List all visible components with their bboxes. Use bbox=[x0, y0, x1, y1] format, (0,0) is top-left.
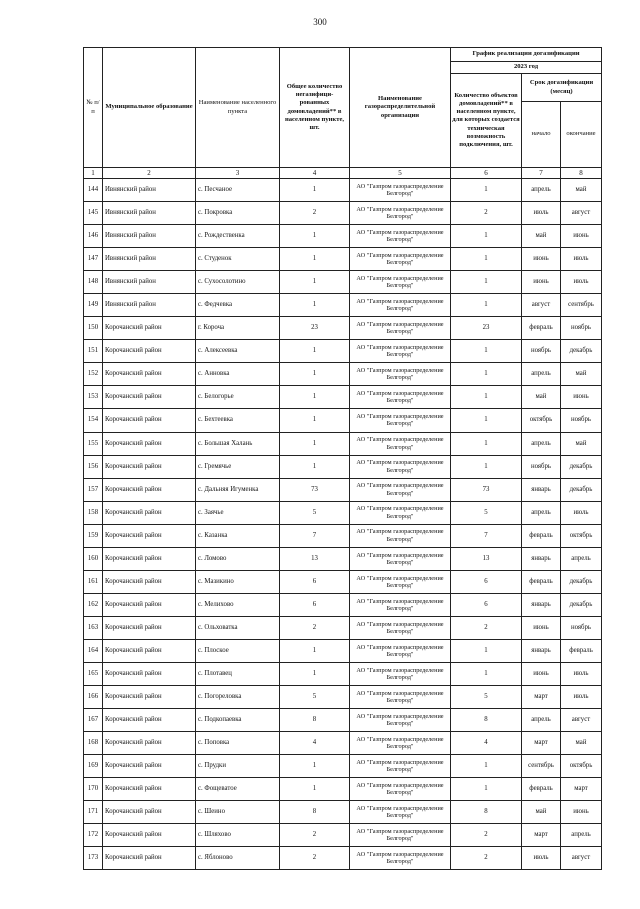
header-gas-organization: Наименование газораспределительной организации bbox=[350, 48, 451, 168]
col-number: 3 bbox=[196, 168, 280, 179]
start-month-cell: май bbox=[522, 801, 561, 824]
row-number: 155 bbox=[84, 432, 103, 455]
end-month-cell: декабрь bbox=[561, 455, 602, 478]
gas-organization-cell: АО "Газпром газораспределение Белгород" bbox=[350, 847, 451, 870]
total-households-cell: 5 bbox=[280, 501, 350, 524]
settlement-cell: с. Плотавец bbox=[196, 662, 280, 685]
settlement-cell: с. Фощеватое bbox=[196, 778, 280, 801]
table-row bbox=[84, 616, 602, 639]
start-month-cell: ноябрь bbox=[522, 340, 561, 363]
start-month-cell: август bbox=[522, 294, 561, 317]
col-number: 8 bbox=[561, 168, 602, 179]
settlement-cell: с. Ломово bbox=[196, 547, 280, 570]
table-row bbox=[84, 179, 602, 202]
header-term: Срок догазификации (месяц) bbox=[522, 74, 602, 102]
start-month-cell: апрель bbox=[522, 709, 561, 732]
row-number: 161 bbox=[84, 570, 103, 593]
total-households-cell: 1 bbox=[280, 662, 350, 685]
row-number: 164 bbox=[84, 639, 103, 662]
start-month-cell: июнь bbox=[522, 662, 561, 685]
start-month-cell: июль bbox=[522, 202, 561, 225]
end-month-cell: октябрь bbox=[561, 524, 602, 547]
start-month-cell: февраль bbox=[522, 778, 561, 801]
end-month-cell: июль bbox=[561, 271, 602, 294]
row-number: 170 bbox=[84, 778, 103, 801]
row-number: 149 bbox=[84, 294, 103, 317]
settlement-cell: с. Ольховатка bbox=[196, 616, 280, 639]
gas-organization-cell: АО "Газпром газораспределение Белгород" bbox=[350, 294, 451, 317]
gas-organization-cell: АО "Газпром газораспределение Белгород" bbox=[350, 801, 451, 824]
objects-count-cell: 6 bbox=[451, 593, 522, 616]
settlement-cell: с. Казанка bbox=[196, 524, 280, 547]
row-number: 163 bbox=[84, 616, 103, 639]
total-households-cell: 1 bbox=[280, 225, 350, 248]
gas-organization-cell: АО "Газпром газораспределение Белгород" bbox=[350, 732, 451, 755]
municipality-cell: Корочанский район bbox=[103, 639, 196, 662]
row-number: 145 bbox=[84, 202, 103, 225]
table-row bbox=[84, 478, 602, 501]
gas-organization-cell: АО "Газпром газораспределение Белгород" bbox=[350, 202, 451, 225]
end-month-cell: ноябрь bbox=[561, 409, 602, 432]
gas-organization-cell: АО "Газпром газораспределение Белгород" bbox=[350, 686, 451, 709]
municipality-cell: Корочанский район bbox=[103, 340, 196, 363]
total-households-cell: 7 bbox=[280, 524, 350, 547]
header-row-number: № п/п bbox=[84, 48, 103, 168]
objects-count-cell: 2 bbox=[451, 202, 522, 225]
row-number: 160 bbox=[84, 547, 103, 570]
municipality-cell: Корочанский район bbox=[103, 732, 196, 755]
municipality-cell: Корочанский район bbox=[103, 824, 196, 847]
table-row bbox=[84, 271, 602, 294]
total-households-cell: 6 bbox=[280, 570, 350, 593]
table-row bbox=[84, 709, 602, 732]
start-month-cell: июнь bbox=[522, 248, 561, 271]
settlement-cell: с. Алексеевка bbox=[196, 340, 280, 363]
municipality-cell: Корочанский район bbox=[103, 317, 196, 340]
objects-count-cell: 6 bbox=[451, 570, 522, 593]
table-row bbox=[84, 409, 602, 432]
end-month-cell: июнь bbox=[561, 386, 602, 409]
col-number: 4 bbox=[280, 168, 350, 179]
end-month-cell: декабрь bbox=[561, 478, 602, 501]
table-row bbox=[84, 501, 602, 524]
objects-count-cell: 1 bbox=[451, 755, 522, 778]
settlement-cell: с. Сухосолотино bbox=[196, 271, 280, 294]
row-number: 168 bbox=[84, 732, 103, 755]
total-households-cell: 1 bbox=[280, 386, 350, 409]
row-number: 151 bbox=[84, 340, 103, 363]
objects-count-cell: 2 bbox=[451, 616, 522, 639]
row-number: 165 bbox=[84, 662, 103, 685]
municipality-cell: Корочанский район bbox=[103, 801, 196, 824]
table-row bbox=[84, 363, 602, 386]
municipality-cell: Корочанский район bbox=[103, 593, 196, 616]
col-number: 5 bbox=[350, 168, 451, 179]
header-start: начало bbox=[522, 102, 561, 168]
row-number: 154 bbox=[84, 409, 103, 432]
page-number: 300 bbox=[313, 17, 327, 27]
municipality-cell: Корочанский район bbox=[103, 755, 196, 778]
settlement-cell: с. Большая Халань bbox=[196, 432, 280, 455]
objects-count-cell: 1 bbox=[451, 294, 522, 317]
gas-organization-cell: АО "Газпром газораспределение Белгород" bbox=[350, 593, 451, 616]
row-number: 157 bbox=[84, 478, 103, 501]
row-number: 148 bbox=[84, 271, 103, 294]
total-households-cell: 13 bbox=[280, 547, 350, 570]
settlement-cell: с. Песчаное bbox=[196, 179, 280, 202]
objects-count-cell: 5 bbox=[451, 501, 522, 524]
settlement-cell: с. Гремячье bbox=[196, 455, 280, 478]
start-month-cell: апрель bbox=[522, 363, 561, 386]
end-month-cell: июль bbox=[561, 248, 602, 271]
settlement-cell: с. Дальняя Игуменка bbox=[196, 478, 280, 501]
row-number: 171 bbox=[84, 801, 103, 824]
objects-count-cell: 1 bbox=[451, 340, 522, 363]
start-month-cell: июнь bbox=[522, 271, 561, 294]
end-month-cell: октябрь bbox=[561, 755, 602, 778]
end-month-cell: ноябрь bbox=[561, 317, 602, 340]
end-month-cell: февраль bbox=[561, 639, 602, 662]
end-month-cell: апрель bbox=[561, 547, 602, 570]
settlement-cell: с. Прудки bbox=[196, 755, 280, 778]
start-month-cell: май bbox=[522, 386, 561, 409]
gas-organization-cell: АО "Газпром газораспределение Белгород" bbox=[350, 179, 451, 202]
municipality-cell: Ивнянский район bbox=[103, 271, 196, 294]
gas-organization-cell: АО "Газпром газораспределение Белгород" bbox=[350, 317, 451, 340]
municipality-cell: Корочанский район bbox=[103, 386, 196, 409]
end-month-cell: август bbox=[561, 202, 602, 225]
total-households-cell: 1 bbox=[280, 248, 350, 271]
end-month-cell: июнь bbox=[561, 225, 602, 248]
row-number: 144 bbox=[84, 179, 103, 202]
table-row bbox=[84, 801, 602, 824]
start-month-cell: октябрь bbox=[522, 409, 561, 432]
start-month-cell: февраль bbox=[522, 524, 561, 547]
municipality-cell: Корочанский район bbox=[103, 709, 196, 732]
start-month-cell: январь bbox=[522, 593, 561, 616]
end-month-cell: апрель bbox=[561, 824, 602, 847]
end-month-cell: август bbox=[561, 709, 602, 732]
objects-count-cell: 2 bbox=[451, 847, 522, 870]
objects-count-cell: 2 bbox=[451, 824, 522, 847]
end-month-cell: август bbox=[561, 847, 602, 870]
row-number: 169 bbox=[84, 755, 103, 778]
objects-count-cell: 8 bbox=[451, 709, 522, 732]
total-households-cell: 23 bbox=[280, 317, 350, 340]
municipality-cell: Корочанский район bbox=[103, 432, 196, 455]
end-month-cell: май bbox=[561, 363, 602, 386]
table-row bbox=[84, 847, 602, 870]
total-households-cell: 1 bbox=[280, 409, 350, 432]
row-number: 173 bbox=[84, 847, 103, 870]
total-households-cell: 1 bbox=[280, 455, 350, 478]
municipality-cell: Ивнянский район bbox=[103, 248, 196, 271]
gas-organization-cell: АО "Газпром газораспределение Белгород" bbox=[350, 363, 451, 386]
start-month-cell: июль bbox=[522, 847, 561, 870]
municipality-cell: Корочанский район bbox=[103, 662, 196, 685]
row-number: 162 bbox=[84, 593, 103, 616]
settlement-cell: с. Шляхово bbox=[196, 824, 280, 847]
table-row bbox=[84, 639, 602, 662]
gas-organization-cell: АО "Газпром газораспределение Белгород" bbox=[350, 778, 451, 801]
settlement-cell: с. Яблоново bbox=[196, 847, 280, 870]
total-households-cell: 1 bbox=[280, 432, 350, 455]
start-month-cell: февраль bbox=[522, 570, 561, 593]
objects-count-cell: 1 bbox=[451, 639, 522, 662]
total-households-cell: 2 bbox=[280, 824, 350, 847]
gas-organization-cell: АО "Газпром газораспределение Белгород" bbox=[350, 639, 451, 662]
start-month-cell: апрель bbox=[522, 501, 561, 524]
settlement-cell: г. Короча bbox=[196, 317, 280, 340]
municipality-cell: Ивнянский район bbox=[103, 294, 196, 317]
total-households-cell: 5 bbox=[280, 686, 350, 709]
objects-count-cell: 7 bbox=[451, 524, 522, 547]
objects-count-cell: 73 bbox=[451, 478, 522, 501]
total-households-cell: 2 bbox=[280, 616, 350, 639]
table-row bbox=[84, 547, 602, 570]
settlement-cell: с. Белогорье bbox=[196, 386, 280, 409]
row-number: 147 bbox=[84, 248, 103, 271]
objects-count-cell: 8 bbox=[451, 801, 522, 824]
table-row bbox=[84, 294, 602, 317]
col-number: 1 bbox=[84, 168, 103, 179]
start-month-cell: июнь bbox=[522, 616, 561, 639]
row-number: 153 bbox=[84, 386, 103, 409]
row-number: 152 bbox=[84, 363, 103, 386]
objects-count-cell: 1 bbox=[451, 225, 522, 248]
header-end: окончание bbox=[561, 102, 602, 168]
start-month-cell: март bbox=[522, 824, 561, 847]
objects-count-cell: 1 bbox=[451, 409, 522, 432]
table-row bbox=[84, 524, 602, 547]
municipality-cell: Корочанский район bbox=[103, 524, 196, 547]
table-row bbox=[84, 593, 602, 616]
gas-organization-cell: АО "Газпром газораспределение Белгород" bbox=[350, 616, 451, 639]
gas-organization-cell: АО "Газпром газораспределение Белгород" bbox=[350, 755, 451, 778]
table-row bbox=[84, 824, 602, 847]
table-row bbox=[84, 202, 602, 225]
gas-organization-cell: АО "Газпром газораспределение Белгород" bbox=[350, 501, 451, 524]
table-row bbox=[84, 755, 602, 778]
end-month-cell: июль bbox=[561, 501, 602, 524]
municipality-cell: Ивнянский район bbox=[103, 179, 196, 202]
gas-organization-cell: АО "Газпром газораспределение Белгород" bbox=[350, 478, 451, 501]
start-month-cell: апрель bbox=[522, 179, 561, 202]
settlement-cell: с. Мазикино bbox=[196, 570, 280, 593]
settlement-cell: с. Шеино bbox=[196, 801, 280, 824]
end-month-cell: сентябрь bbox=[561, 294, 602, 317]
objects-count-cell: 5 bbox=[451, 686, 522, 709]
objects-count-cell: 1 bbox=[451, 363, 522, 386]
settlement-cell: с. Мелихово bbox=[196, 593, 280, 616]
municipality-cell: Корочанский район bbox=[103, 409, 196, 432]
start-month-cell: январь bbox=[522, 478, 561, 501]
total-households-cell: 1 bbox=[280, 363, 350, 386]
column-number-row bbox=[84, 168, 602, 179]
table-row bbox=[84, 432, 602, 455]
end-month-cell: июнь bbox=[561, 801, 602, 824]
objects-count-cell: 13 bbox=[451, 547, 522, 570]
col-number: 7 bbox=[522, 168, 561, 179]
total-households-cell: 8 bbox=[280, 801, 350, 824]
municipality-cell: Корочанский район bbox=[103, 778, 196, 801]
row-number: 172 bbox=[84, 824, 103, 847]
total-households-cell: 6 bbox=[280, 593, 350, 616]
settlement-cell: с. Покровка bbox=[196, 202, 280, 225]
municipality-cell: Корочанский район bbox=[103, 547, 196, 570]
row-number: 158 bbox=[84, 501, 103, 524]
total-households-cell: 2 bbox=[280, 847, 350, 870]
row-number: 159 bbox=[84, 524, 103, 547]
gasification-schedule-table bbox=[83, 47, 602, 870]
objects-count-cell: 1 bbox=[451, 271, 522, 294]
settlement-cell: с. Федчевка bbox=[196, 294, 280, 317]
header-total-households: Общее количество негазифици-рованных домовладений** в населенном пункте, шт. bbox=[280, 48, 350, 168]
gas-organization-cell: АО "Газпром газораспределение Белгород" bbox=[350, 455, 451, 478]
gasification-table-container bbox=[83, 47, 601, 870]
gas-organization-cell: АО "Газпром газораспределение Белгород" bbox=[350, 248, 451, 271]
header-settlement: Наименование населенного пункта bbox=[196, 48, 280, 168]
row-number: 146 bbox=[84, 225, 103, 248]
end-month-cell: июль bbox=[561, 662, 602, 685]
gas-organization-cell: АО "Газпром газораспределение Белгород" bbox=[350, 824, 451, 847]
row-number: 167 bbox=[84, 709, 103, 732]
table-row bbox=[84, 386, 602, 409]
end-month-cell: декабрь bbox=[561, 570, 602, 593]
objects-count-cell: 1 bbox=[451, 778, 522, 801]
table-row bbox=[84, 225, 602, 248]
objects-count-cell: 1 bbox=[451, 386, 522, 409]
end-month-cell: декабрь bbox=[561, 593, 602, 616]
settlement-cell: с. Плоское bbox=[196, 639, 280, 662]
municipality-cell: Ивнянский район bbox=[103, 225, 196, 248]
settlement-cell: с. Студенок bbox=[196, 248, 280, 271]
settlement-cell: с. Анновка bbox=[196, 363, 280, 386]
start-month-cell: апрель bbox=[522, 432, 561, 455]
total-households-cell: 4 bbox=[280, 732, 350, 755]
end-month-cell: декабрь bbox=[561, 340, 602, 363]
end-month-cell: июль bbox=[561, 686, 602, 709]
gas-organization-cell: АО "Газпром газораспределение Белгород" bbox=[350, 225, 451, 248]
table-row bbox=[84, 340, 602, 363]
settlement-cell: с. Подкопаевка bbox=[196, 709, 280, 732]
objects-count-cell: 1 bbox=[451, 432, 522, 455]
municipality-cell: Корочанский район bbox=[103, 501, 196, 524]
gas-organization-cell: АО "Газпром газораспределение Белгород" bbox=[350, 524, 451, 547]
gas-organization-cell: АО "Газпром газораспределение Белгород" bbox=[350, 386, 451, 409]
end-month-cell: май bbox=[561, 179, 602, 202]
gas-organization-cell: АО "Газпром газораспределение Белгород" bbox=[350, 570, 451, 593]
end-month-cell: ноябрь bbox=[561, 616, 602, 639]
objects-count-cell: 23 bbox=[451, 317, 522, 340]
total-households-cell: 1 bbox=[280, 294, 350, 317]
total-households-cell: 1 bbox=[280, 271, 350, 294]
start-month-cell: январь bbox=[522, 547, 561, 570]
gas-organization-cell: АО "Газпром газораспределение Белгород" bbox=[350, 662, 451, 685]
end-month-cell: май bbox=[561, 732, 602, 755]
total-households-cell: 1 bbox=[280, 639, 350, 662]
objects-count-cell: 1 bbox=[451, 455, 522, 478]
objects-count-cell: 1 bbox=[451, 179, 522, 202]
start-month-cell: март bbox=[522, 686, 561, 709]
total-households-cell: 73 bbox=[280, 478, 350, 501]
total-households-cell: 1 bbox=[280, 179, 350, 202]
table-row bbox=[84, 317, 602, 340]
table-row bbox=[84, 570, 602, 593]
col-number: 6 bbox=[451, 168, 522, 179]
objects-count-cell: 1 bbox=[451, 248, 522, 271]
start-month-cell: февраль bbox=[522, 317, 561, 340]
gas-organization-cell: АО "Газпром газораспределение Белгород" bbox=[350, 340, 451, 363]
table-row bbox=[84, 686, 602, 709]
table-row bbox=[84, 732, 602, 755]
gas-organization-cell: АО "Газпром газораспределение Белгород" bbox=[350, 547, 451, 570]
gas-organization-cell: АО "Газпром газораспределение Белгород" bbox=[350, 271, 451, 294]
table-row bbox=[84, 662, 602, 685]
settlement-cell: с. Погореловка bbox=[196, 686, 280, 709]
municipality-cell: Корочанский район bbox=[103, 616, 196, 639]
municipality-cell: Корочанский район bbox=[103, 363, 196, 386]
total-households-cell: 2 bbox=[280, 202, 350, 225]
total-households-cell: 1 bbox=[280, 340, 350, 363]
end-month-cell: май bbox=[561, 432, 602, 455]
start-month-cell: ноябрь bbox=[522, 455, 561, 478]
total-households-cell: 8 bbox=[280, 709, 350, 732]
gas-organization-cell: АО "Газпром газораспределение Белгород" bbox=[350, 409, 451, 432]
gas-organization-cell: АО "Газпром газораспределение Белгород" bbox=[350, 709, 451, 732]
table-row bbox=[84, 778, 602, 801]
start-month-cell: январь bbox=[522, 639, 561, 662]
gas-organization-cell: АО "Газпром газораспределение Белгород" bbox=[350, 432, 451, 455]
start-month-cell: сентябрь bbox=[522, 755, 561, 778]
objects-count-cell: 4 bbox=[451, 732, 522, 755]
start-month-cell: март bbox=[522, 732, 561, 755]
objects-count-cell: 1 bbox=[451, 662, 522, 685]
municipality-cell: Корочанский район bbox=[103, 686, 196, 709]
col-number: 2 bbox=[103, 168, 196, 179]
settlement-cell: с. Заячье bbox=[196, 501, 280, 524]
header-municipality: Муниципальное образование bbox=[103, 48, 196, 168]
municipality-cell: Корочанский район bbox=[103, 455, 196, 478]
settlement-cell: с. Рождественка bbox=[196, 225, 280, 248]
table-body bbox=[84, 179, 602, 870]
row-number: 166 bbox=[84, 686, 103, 709]
settlement-cell: с. Поповка bbox=[196, 732, 280, 755]
municipality-cell: Ивнянский район bbox=[103, 202, 196, 225]
table-row bbox=[84, 248, 602, 271]
total-households-cell: 1 bbox=[280, 755, 350, 778]
end-month-cell: март bbox=[561, 778, 602, 801]
municipality-cell: Корочанский район bbox=[103, 570, 196, 593]
header-objects-count: Количество объектов домовладений** в населенном пункте, для которых создается техническая возможность подключения, шт. bbox=[451, 74, 522, 168]
row-number: 156 bbox=[84, 455, 103, 478]
header-schedule: График реализации догазификации bbox=[451, 48, 602, 62]
total-households-cell: 1 bbox=[280, 778, 350, 801]
municipality-cell: Корочанский район bbox=[103, 478, 196, 501]
table-row bbox=[84, 455, 602, 478]
row-number: 150 bbox=[84, 317, 103, 340]
settlement-cell: с. Бехтеевка bbox=[196, 409, 280, 432]
municipality-cell: Корочанский район bbox=[103, 847, 196, 870]
start-month-cell: май bbox=[522, 225, 561, 248]
header-year: 2023 год bbox=[451, 62, 602, 74]
